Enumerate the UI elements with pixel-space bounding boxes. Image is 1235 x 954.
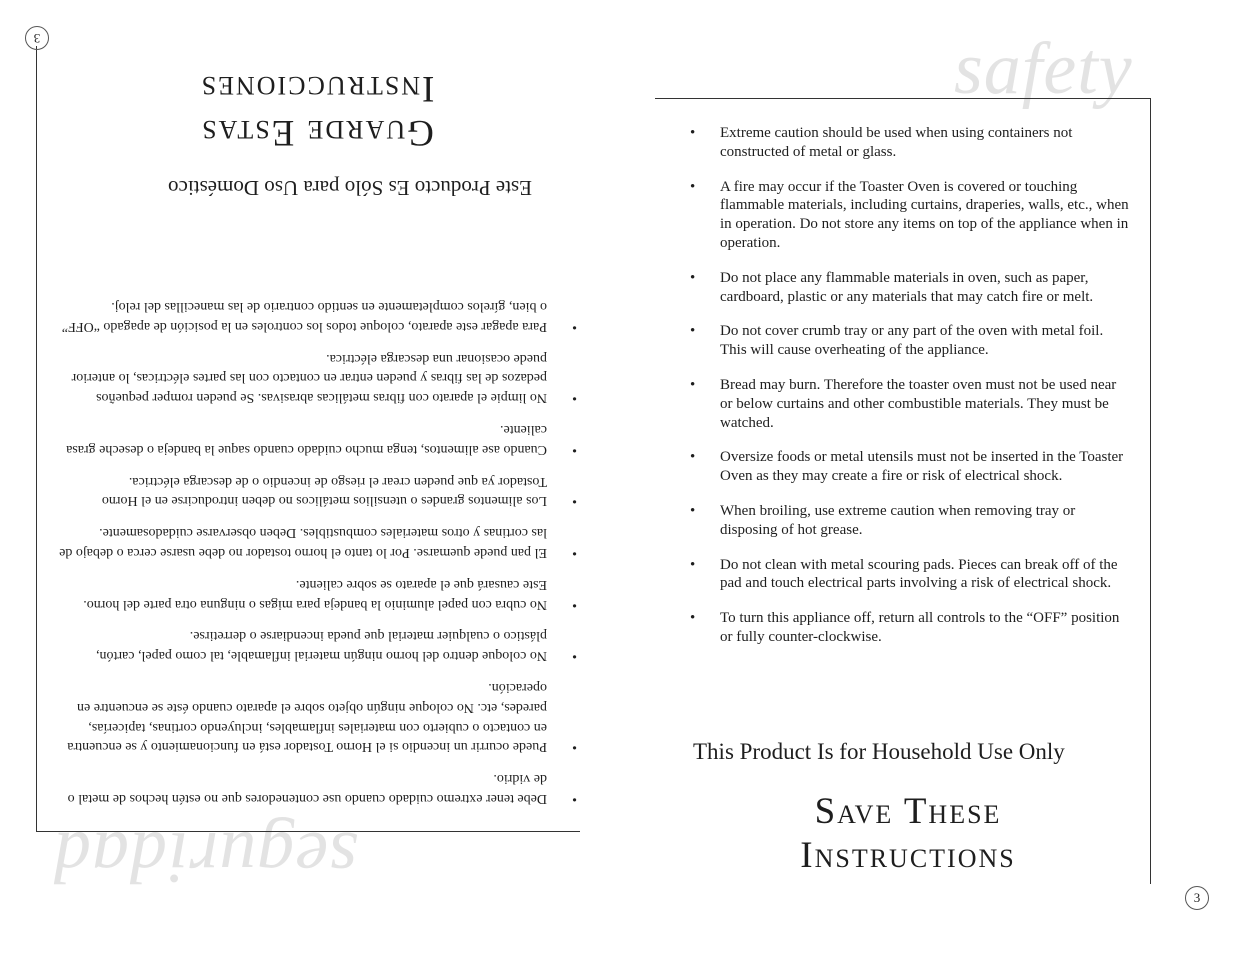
list-item-text: El pan puede quemarse. Por lo tanto el horno tostador no debe usarse cerca o debajo de las cortinas y otros materiales combustibles. Deben observarse cuidadosamente. bbox=[59, 525, 547, 561]
spanish-safety-list bbox=[57, 284, 577, 808]
list-item-text: No coloque dentro del horno ningún material inflamable, tal como papel, cartón, plástico o cualquier material que pueda incendiarse o derretirse. bbox=[96, 628, 547, 664]
list-item bbox=[57, 522, 577, 562]
list-item bbox=[690, 609, 1130, 647]
list-item bbox=[57, 419, 577, 459]
english-household-tagline: This Product Is for Household Use Only bbox=[693, 739, 1065, 764]
list-item bbox=[57, 574, 577, 614]
list-item-text: Cuando ase alimentos, tenga mucho cuidado cuando saque la bandeja o deseche grasa caliente. bbox=[66, 422, 547, 457]
list-item-text: Los alimentos grandes o utensilios metálicos no deben introducirse en el Horno Tostador ya que pueden crear el riesgo de incendio o de descarga eléctrica. bbox=[101, 473, 547, 509]
bullet-icon: • bbox=[690, 449, 696, 466]
bullet-icon: • bbox=[572, 596, 577, 612]
list-item bbox=[57, 677, 577, 756]
bullet-icon: • bbox=[690, 610, 696, 627]
list-item bbox=[690, 178, 1130, 253]
bullet-icon: • bbox=[572, 493, 577, 509]
list-item bbox=[57, 471, 577, 511]
list-item-text: Extreme caution should be used when using containers not constructed of metal or glass. bbox=[720, 125, 1073, 160]
spanish-save-line-1: Guarde Estas bbox=[200, 112, 434, 153]
list-item bbox=[690, 269, 1130, 307]
list-item-text: Debe tener extremo cuidado cuando use contenedores que no estén hechos de metal o de vidrio. bbox=[67, 771, 547, 806]
list-item-text: No limpie el aparato con fibras metálicas abrasivas. Se pueden romper pequeños pedazos de las fibras y pueden entrar en contacto con las partes eléctricas, lo anterior puede ocasionar una descarga eléctrica. bbox=[71, 350, 547, 406]
list-item bbox=[690, 556, 1130, 594]
bullet-icon: • bbox=[572, 648, 577, 664]
spanish-frame-top-rule bbox=[37, 831, 580, 832]
bullet-icon: • bbox=[690, 556, 696, 573]
spanish-page-number: 3 bbox=[25, 26, 49, 50]
english-page bbox=[618, 0, 1235, 954]
list-item-text: Do not place any flammable materials in oven, such as paper, cardboard, plastic or any materials that may catch fire or melt. bbox=[720, 269, 1094, 305]
spanish-household-tagline: Este Producto Es Sólo para Uso Doméstico bbox=[168, 176, 532, 200]
bullet-icon: • bbox=[572, 441, 577, 457]
list-item bbox=[690, 124, 1130, 162]
spanish-watermark: seguridad bbox=[53, 816, 358, 898]
english-watermark: safety bbox=[954, 28, 1133, 110]
bullet-icon: • bbox=[690, 502, 696, 519]
list-item bbox=[57, 626, 577, 666]
list-item bbox=[57, 296, 577, 336]
spanish-frame-side-rule bbox=[36, 46, 37, 832]
list-item-text: When broiling, use extreme caution when removing tray or disposing of hot grease. bbox=[720, 502, 1076, 538]
bullet-icon: • bbox=[572, 545, 577, 561]
bullet-icon: • bbox=[572, 791, 577, 806]
list-item bbox=[690, 502, 1130, 540]
bullet-icon: • bbox=[690, 178, 696, 195]
bullet-icon: • bbox=[690, 269, 696, 286]
spanish-save-instructions-heading bbox=[77, 66, 557, 154]
bullet-icon: • bbox=[572, 318, 577, 334]
english-frame-side-rule bbox=[1150, 98, 1151, 884]
list-item-text: Oversize foods or metal utensils must not be inserted in the Toaster Oven as they may create a fire or risk of electrical shock. bbox=[720, 449, 1124, 485]
list-item bbox=[690, 376, 1130, 432]
english-frame-top-rule bbox=[655, 98, 1150, 99]
list-item-text: Do not cover crumb tray or any part of the oven with metal foil. This will cause overheating of the appliance. bbox=[720, 323, 1104, 359]
english-safety-list bbox=[690, 124, 1130, 663]
list-item-text: To turn this appliance off, return all controls to the “OFF” position or fully counter-clockwise. bbox=[720, 610, 1120, 645]
spanish-save-line-2: Instrucciones bbox=[199, 68, 435, 109]
bullet-icon: • bbox=[690, 125, 696, 141]
list-item bbox=[690, 322, 1130, 360]
list-item-text: Puede ocurrir un incendio si el Horno Tostador está en funcionamiento y se encuentra en contacto o cubierto con materiales inflamables, incluyendo cortinas, tapicerías, paredes, etc. No coloque ningún objeto sobre el aparato cuando éste se encuentre en operación. bbox=[67, 680, 547, 755]
list-item-text: A fire may occur if the Toaster Oven is covered or touching flammable materials, including curtains, draperies, walls, etc., when in operation. Do not store any items on top of the appliance when in operation. bbox=[720, 178, 1129, 251]
list-item-text: Do not clean with metal scouring pads. Pieces can break off of the pad and touch electrical parts involving a risk of electrical shock. bbox=[720, 556, 1118, 592]
english-page-number: 3 bbox=[1185, 886, 1209, 910]
list-item-text: Bread may burn. Therefore the toaster oven must not be used near or below curtains and other combustible materials. They must be watched. bbox=[720, 376, 1117, 431]
english-save-line-2: Instructions bbox=[800, 835, 1016, 876]
bullet-icon: • bbox=[690, 323, 696, 340]
list-item-text: No cubra con papel aluminio la bandeja para migas o ninguna otra parte del horno. Este causará que el aparato se sobre caliente. bbox=[83, 576, 547, 612]
english-save-line-1: Save These bbox=[814, 791, 1002, 832]
spanish-page bbox=[0, 0, 617, 954]
list-item bbox=[57, 768, 577, 808]
english-save-instructions-heading bbox=[678, 790, 1138, 878]
list-item-text: Para apagar este aparato, coloque todos los controles en la posición de apagado “OFF” o bien, gírelos completamente en sentido contrario de las manecillas del reloj. bbox=[61, 299, 547, 334]
bullet-icon: • bbox=[572, 390, 577, 406]
list-item bbox=[57, 348, 577, 407]
list-item bbox=[690, 448, 1130, 486]
bullet-icon: • bbox=[572, 739, 577, 755]
bullet-icon: • bbox=[690, 376, 696, 393]
